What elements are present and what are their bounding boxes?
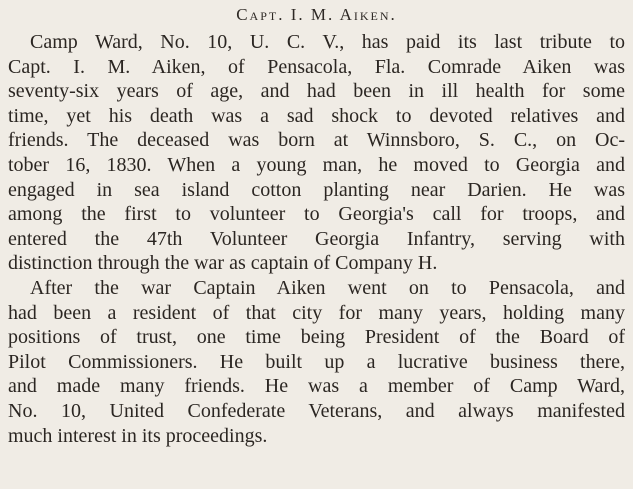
text-line: and made many friends. He was a member of Camp Ward,	[8, 375, 625, 398]
article-title: Capt. I. M. Aiken.	[236, 5, 397, 24]
text-line: Capt. I. M. Aiken, of Pensacola, Fla. Comrade Aiken was	[8, 55, 625, 78]
text-line: distinction through the war as captain of Company H.	[8, 252, 438, 275]
text-line: much interest in its proceedings.	[8, 424, 268, 447]
text-line: time, yet his death was a sad shock to devoted relatives and	[8, 104, 625, 127]
text-line: Pilot Commissioners. He built up a lucrative business there,	[8, 350, 625, 373]
text-line: engaged in sea island cotton planting near Darien. He was	[8, 178, 625, 201]
text-line: Camp Ward, No. 10, U. C. V., has paid its last tribute to	[30, 31, 625, 53]
paragraph-1	[8, 30, 625, 276]
text-line: positions of trust, one time being President of the Board of	[8, 326, 625, 349]
text-line: No. 10, United Confederate Veterans, and always manifested	[8, 399, 625, 422]
text-line: After the war Captain Aiken went on to Pensacola, and	[30, 276, 625, 299]
text-line: seventy-six years of age, and had been in ill health for some	[8, 80, 625, 103]
paragraph-2	[8, 276, 625, 448]
text-line: entered the 47th Volunteer Georgia Infantry, serving with	[8, 227, 625, 250]
text-line: tober 16, 1830. When a young man, he moved to Georgia and	[8, 153, 625, 176]
text-line: friends. The deceased was born at Winnsboro, S. C., on Oc-	[8, 129, 625, 152]
text-line: had been a resident of that city for many years, holding many	[8, 301, 625, 324]
text-line: among the first to volunteer to Georgia's call for troops, and	[8, 203, 625, 226]
